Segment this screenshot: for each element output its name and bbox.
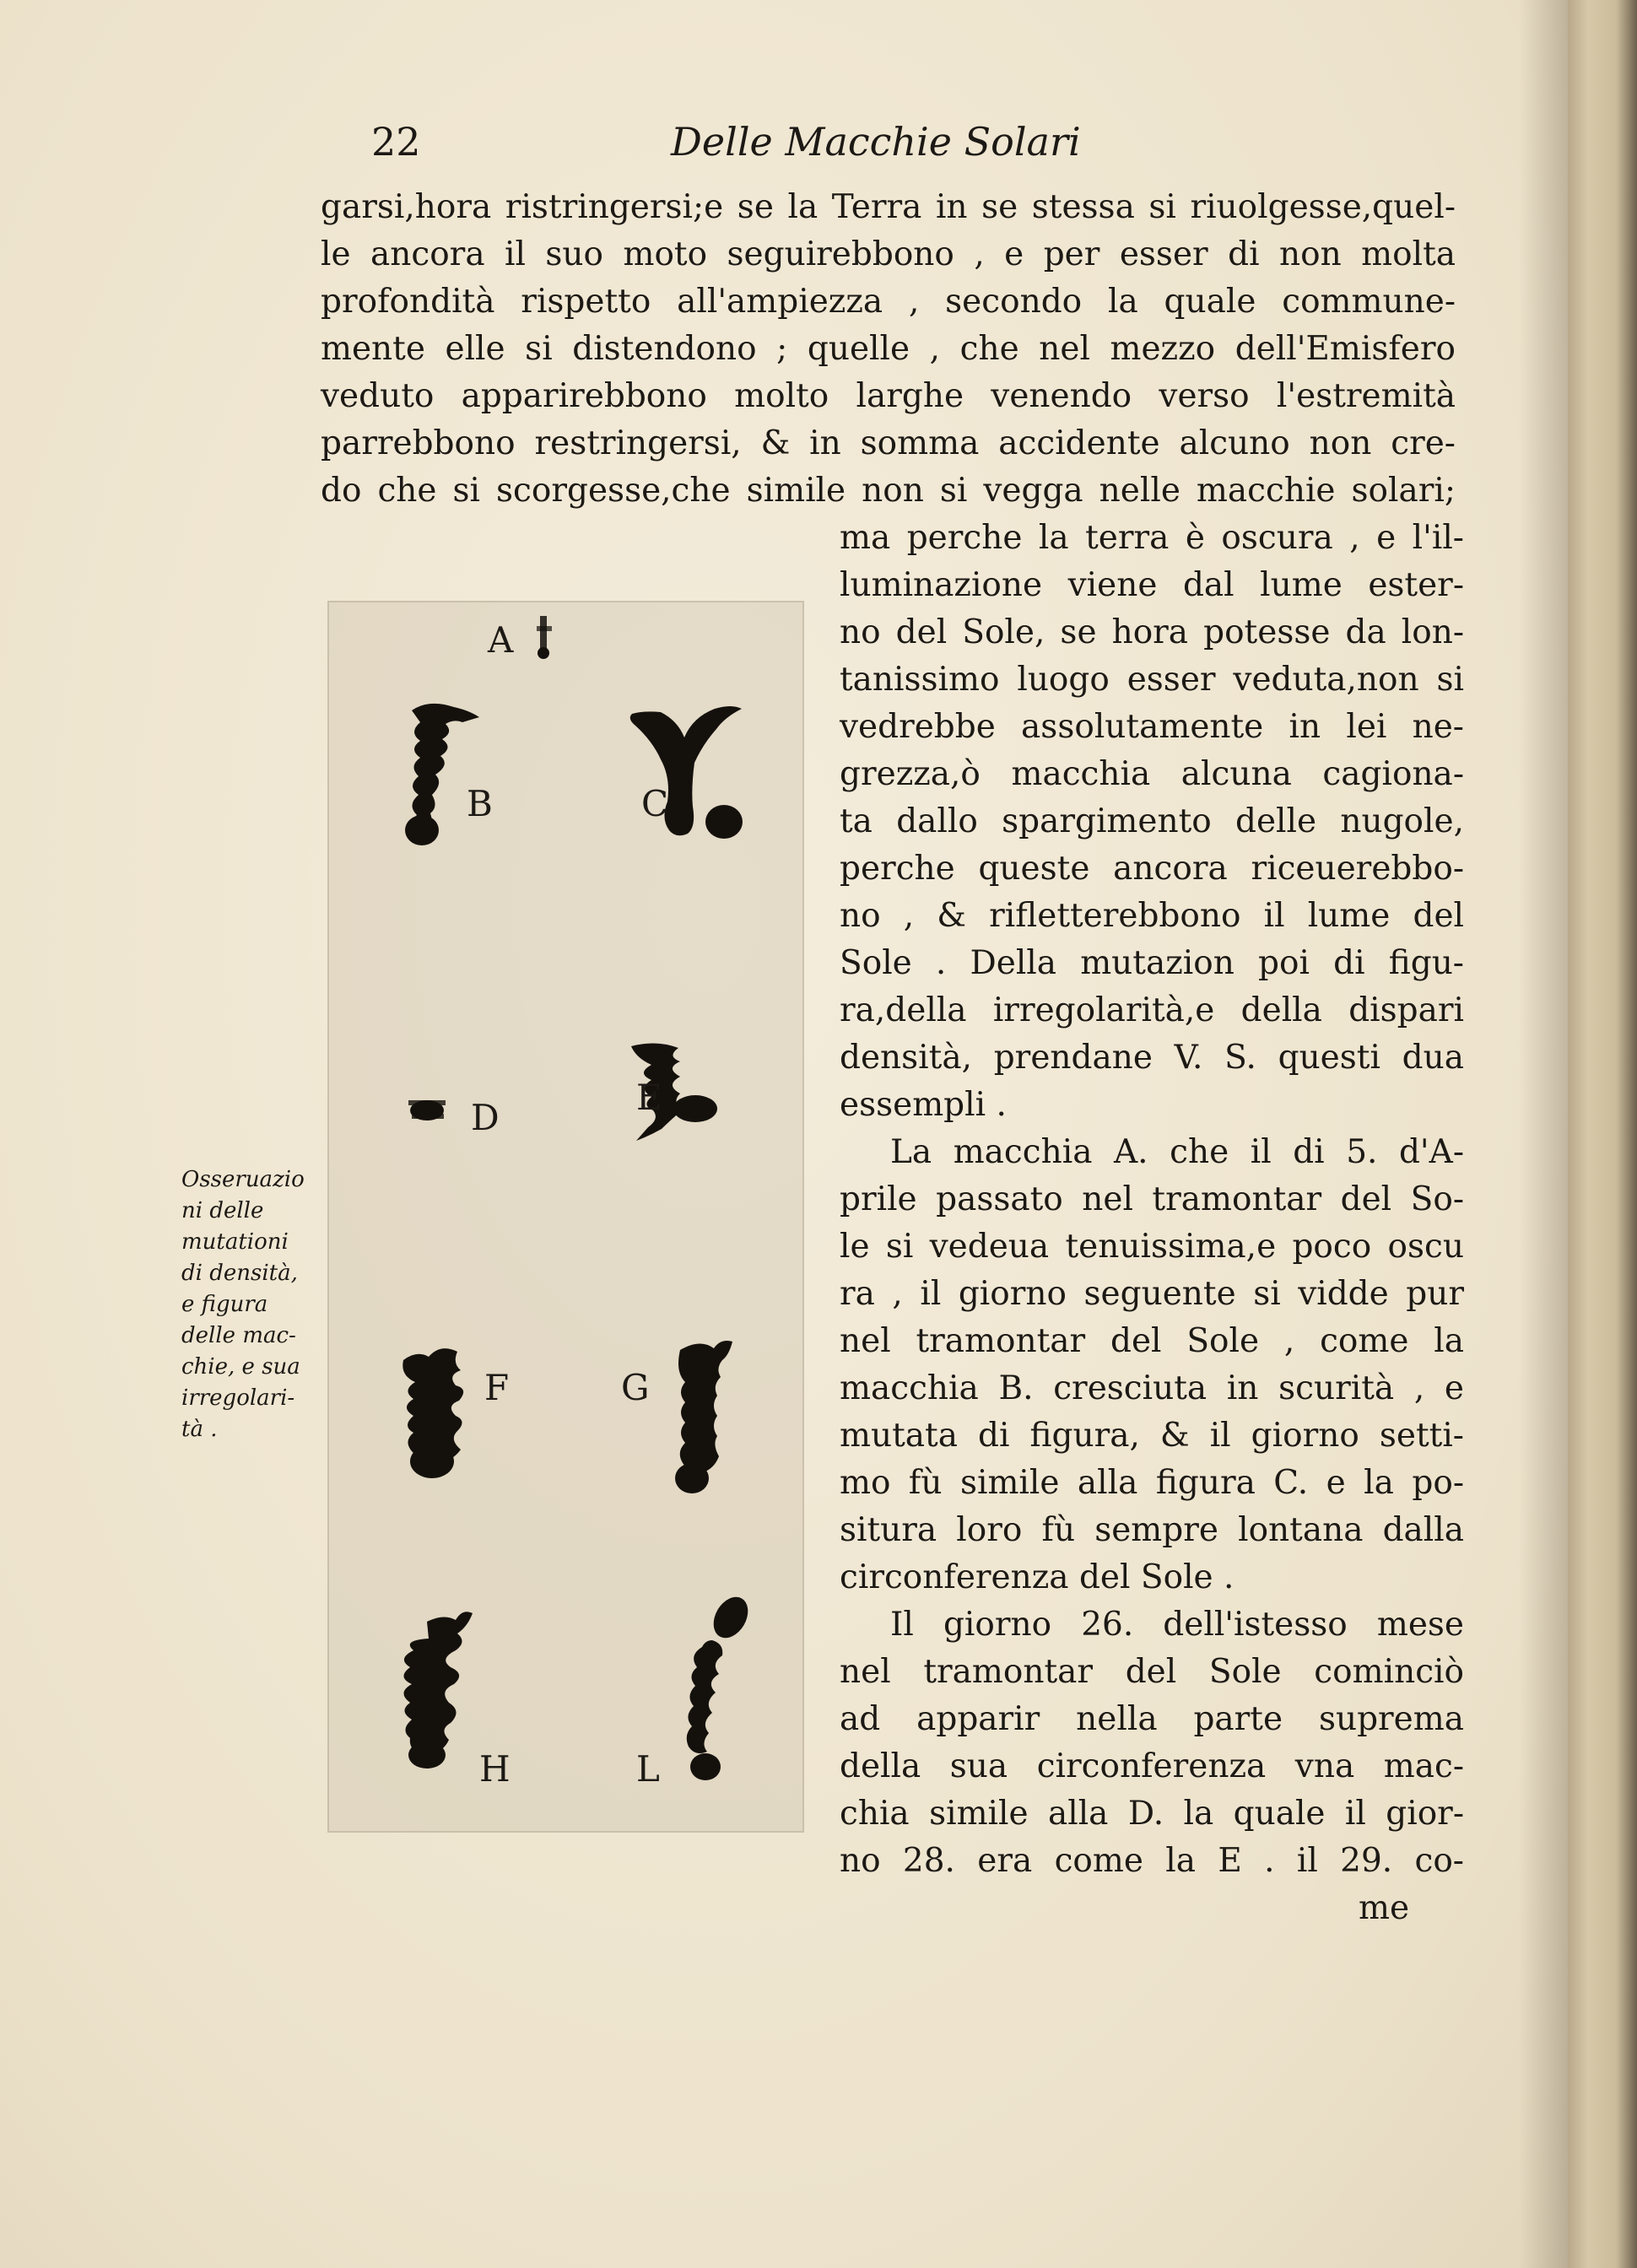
marginal-note-line: e figura	[181, 1292, 268, 1317]
text-line: densità, prendane V. S. questi dua	[840, 1039, 1464, 1077]
adjacent-page-edge	[1568, 0, 1637, 2268]
catchword: me	[1359, 1889, 1410, 1927]
gutter-shadow	[1519, 0, 1569, 2268]
sunspot-h	[403, 1612, 473, 1768]
figure-label-f: F	[484, 1367, 510, 1408]
marginal-note-line: Osseruazio	[181, 1167, 305, 1192]
text-line: ta dallo spargimento delle nugole,	[840, 802, 1464, 840]
text-line: situra loro fù sempre lontana dalla	[840, 1511, 1464, 1549]
text-line: no del Sole, se hora potesse da lon-	[840, 613, 1464, 651]
text-line: essempli .	[840, 1086, 1007, 1124]
text-line: do che si scorgesse,che simile non si vegga nelle macchie solari;	[321, 472, 1456, 510]
figure-label-b: B	[467, 783, 493, 824]
text-line: La macchia A. che il di 5. d'A-	[890, 1133, 1464, 1171]
text-line: nel tramontar del Sole cominciò	[840, 1653, 1464, 1691]
sunspot-d	[408, 1100, 446, 1120]
text-line: ra,della irregolarità,e della dispari	[840, 991, 1464, 1029]
marginal-note-line: chie, e sua	[181, 1354, 300, 1380]
text-line: ad apparir nella parte suprema	[840, 1700, 1464, 1738]
text-line: ra , il giorno seguente si vidde pur	[840, 1275, 1464, 1313]
marginal-note-line: delle mac-	[181, 1323, 296, 1348]
text-line: Il giorno 26. dell'istesso mese	[890, 1606, 1464, 1644]
text-line: tanissimo luogo esser veduta,non si	[840, 661, 1464, 699]
sunspot-drawings	[327, 601, 804, 1833]
figure-label-g: G	[621, 1367, 650, 1408]
text-line: grezza,ò macchia alcuna cagiona-	[840, 755, 1464, 793]
figure-label-d: D	[471, 1097, 500, 1138]
text-line: ma perche la terra è oscura , e l'il-	[840, 519, 1464, 557]
text-line: mutata di figura, & il giorno setti-	[840, 1417, 1464, 1455]
marginal-note-line: irregolari-	[181, 1385, 295, 1411]
marginal-note-line: di densità,	[181, 1261, 298, 1286]
sunspot-a	[537, 616, 552, 659]
figure-label-a: A	[488, 619, 514, 661]
text-line: perche queste ancora riceuerebbo-	[840, 850, 1464, 888]
text-line: garsi,hora ristringersi;e se la Terra in se stessa si riuolgesse,quel-	[321, 188, 1456, 226]
text-line: chia simile alla D. la quale il gior-	[840, 1795, 1464, 1833]
sunspot-g	[675, 1341, 732, 1493]
figure-label-c: C	[641, 783, 669, 824]
text-line: luminazione viene dal lume ester-	[840, 566, 1464, 604]
marginal-note-line: tà .	[181, 1417, 218, 1442]
text-line: veduto apparirebbono molto larghe venendo verso l'estremità	[321, 377, 1456, 415]
text-line: macchia B. cresciuta in scurità , e	[840, 1369, 1464, 1407]
figure-label-l: L	[636, 1748, 660, 1790]
text-line: vedrebbe assolutamente in lei ne-	[840, 708, 1464, 746]
text-line: profondità rispetto all'ampiezza , secondo la quale commune-	[321, 283, 1456, 321]
text-line: nel tramontar del Sole , come la	[840, 1322, 1464, 1360]
text-line: prile passato nel tramontar del So-	[840, 1180, 1464, 1218]
running-title: Delle Macchie Solari	[671, 119, 1081, 165]
sunspot-f	[402, 1348, 463, 1478]
page-number: 22	[371, 119, 421, 165]
marginal-note	[181, 1164, 325, 1445]
text-line: della sua circonferenza vna mac-	[840, 1747, 1464, 1785]
text-line: parrebbono restringersi, & in somma accidente alcuno non cre-	[321, 424, 1456, 462]
text-line: no , & rifletterebbono il lume del	[840, 897, 1464, 935]
text-line: mente elle si distendono ; quelle , che nel mezzo dell'Emisfero	[321, 330, 1456, 368]
text-line: circonferenza del Sole .	[840, 1558, 1235, 1596]
sunspot-figure-plate	[327, 601, 804, 1833]
text-line: le si vedeua tenuissima,e poco oscu	[840, 1228, 1464, 1266]
marginal-note-line: mutationi	[181, 1229, 289, 1255]
sunspot-l	[687, 1590, 755, 1780]
marginal-note-line: ni delle	[181, 1198, 264, 1223]
figure-label-h: H	[479, 1748, 511, 1790]
text-line: no 28. era come la E . il 29. co-	[840, 1842, 1464, 1880]
figure-label-e: E	[636, 1077, 662, 1118]
text-line: mo fù simile alla figura C. e la po-	[840, 1464, 1464, 1502]
text-line: le ancora il suo moto seguirebbono , e per esser di non molta	[321, 235, 1456, 273]
text-line: Sole . Della mutazion poi di figu-	[840, 944, 1464, 982]
